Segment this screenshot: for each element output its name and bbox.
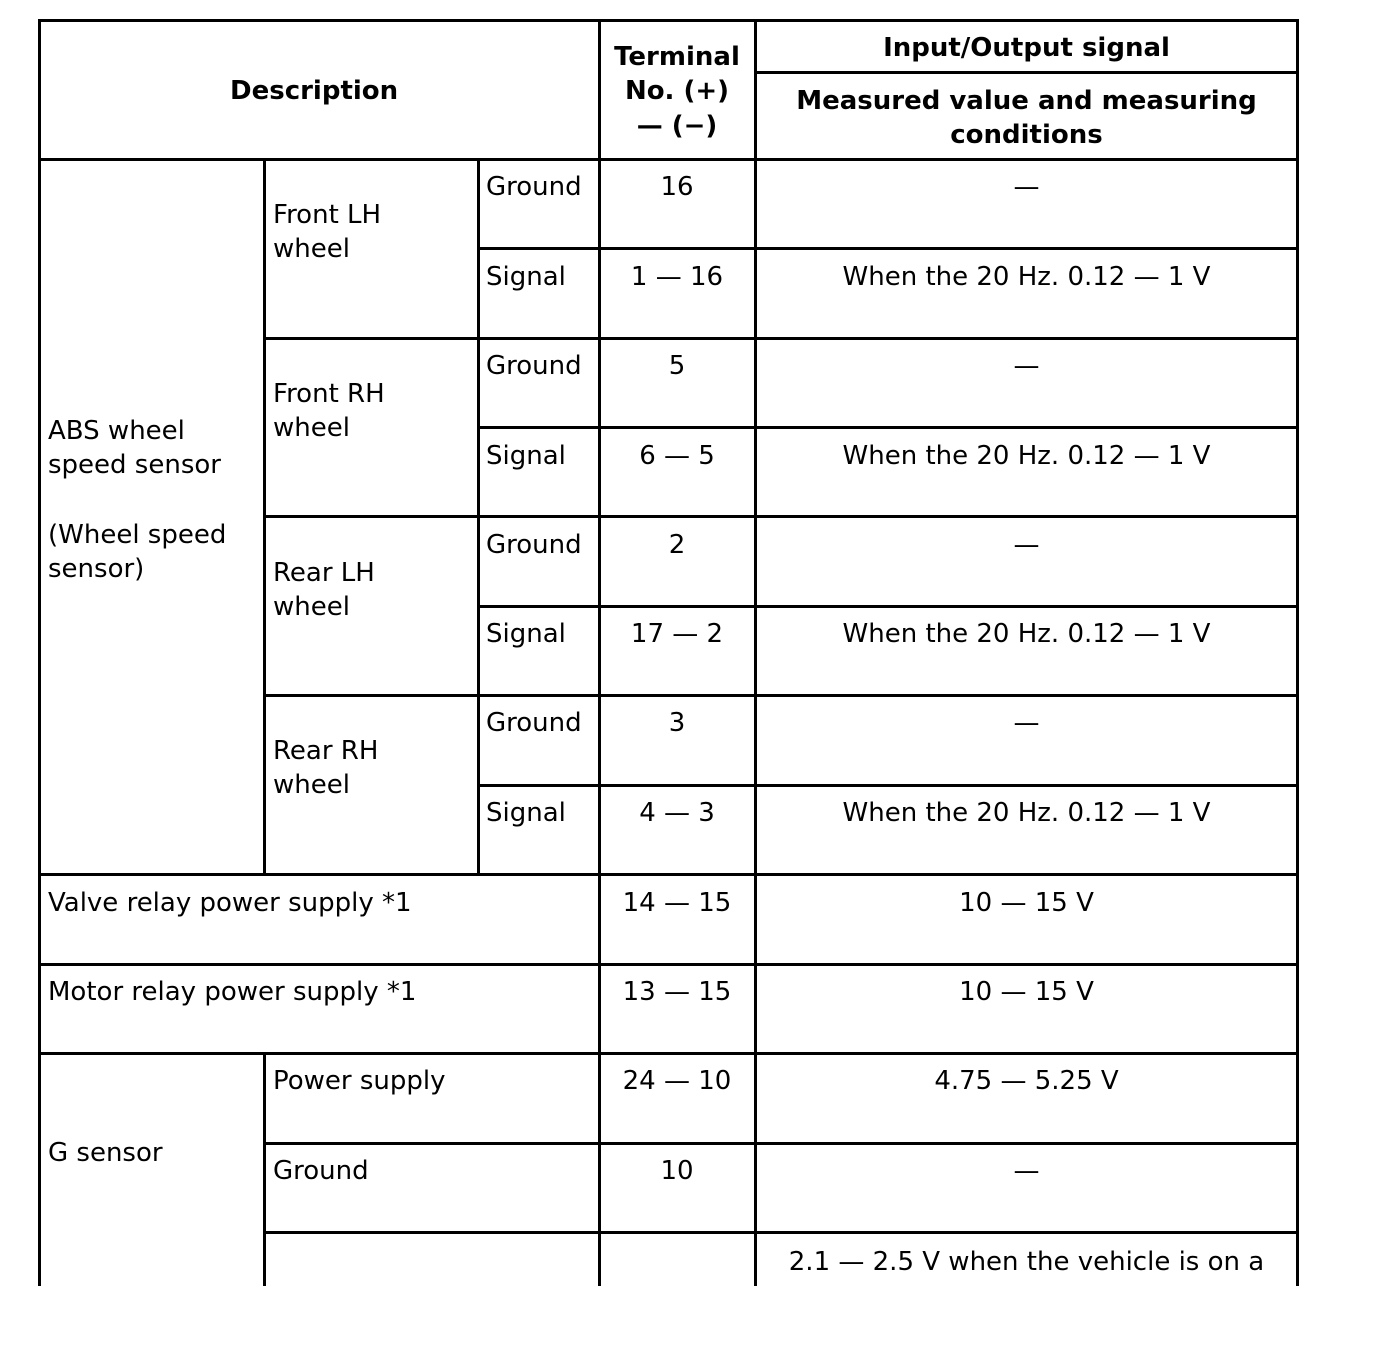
rule [38,158,1299,161]
row-value: 2.1 — 2.5 V when the vehicle is on a [788,1247,1265,1277]
g-sensor-label: G sensor [48,1138,163,1168]
row-terminal: 6 — 5 [639,441,715,471]
row-value: — [1013,351,1040,381]
row-terminal: 10 [660,1156,694,1186]
header-measured-line-2: conditions [950,120,1103,150]
rule [38,1052,1299,1055]
row-type: Ground [273,1156,369,1186]
rule [263,337,1299,340]
rule [38,873,1299,876]
rule [263,1231,1299,1234]
header-terminal-line-2: No. (+) [624,76,730,106]
row-terminal: 4 — 3 [639,798,715,828]
rule [38,963,1299,966]
rule [38,19,41,1286]
row-type: Ground [486,708,582,738]
relay-terminal: 13 — 15 [622,977,732,1007]
row-value: When the 20 Hz. 0.12 — 1 V [842,262,1211,292]
wheel-name-front-lh-1: Front LH [273,200,382,230]
abs-alt-label-line-2: sensor) [48,554,145,584]
rule [263,1142,1299,1145]
wheel-name-front-lh-2: wheel [273,234,350,264]
row-type: Signal [486,619,566,649]
row-terminal: 16 [660,172,694,202]
relay-description: Motor relay power supply *1 [48,977,417,1007]
row-value: When the 20 Hz. 0.12 — 1 V [842,441,1211,471]
wheel-name-rear-lh-1: Rear LH [273,558,375,588]
row-type: Power supply [273,1066,446,1096]
relay-description: Valve relay power supply *1 [48,888,412,918]
row-value: — [1013,172,1040,202]
wheel-name-rear-rh-2: wheel [273,770,350,800]
rule [263,694,1299,697]
header-description: Description [230,76,399,106]
abs-alt-label-line-1: (Wheel speed [48,520,227,550]
wheel-name-front-rh-2: wheel [273,413,350,443]
row-terminal: 3 [668,708,686,738]
row-type: Signal [486,441,566,471]
row-terminal: 17 — 2 [630,619,724,649]
rule [477,158,480,875]
row-value: — [1013,708,1040,738]
row-terminal: 24 — 10 [622,1066,732,1096]
header-terminal-line-3: — (−) [636,111,718,141]
row-value: When the 20 Hz. 0.12 — 1 V [842,798,1211,828]
rule [263,515,1299,518]
header-measured-line-1: Measured value and measuring [796,86,1257,116]
row-value: 4.75 — 5.25 V [934,1066,1119,1096]
rule [1296,19,1299,1286]
row-value: — [1013,1156,1040,1186]
header-io-signal: Input/Output signal [883,33,1170,63]
row-terminal: 2 [668,530,686,560]
rule [263,158,266,875]
wheel-name-front-rh-1: Front RH [273,379,385,409]
relay-terminal: 14 — 15 [622,888,732,918]
row-type: Signal [486,262,566,292]
row-type: Signal [486,798,566,828]
abs-label-line-2: speed sensor [48,450,221,480]
row-terminal: 5 [668,351,686,381]
abs-label-line-1: ABS wheel [48,416,185,446]
row-value: When the 20 Hz. 0.12 — 1 V [842,619,1211,649]
wheel-name-rear-rh-1: Rear RH [273,736,379,766]
row-value: — [1013,530,1040,560]
row-type: Ground [486,530,582,560]
rule [755,71,1299,74]
relay-value: 10 — 15 V [959,977,1094,1007]
rule [263,1052,266,1286]
relay-value: 10 — 15 V [959,888,1094,918]
row-terminal: 1 — 16 [630,262,724,292]
rule [38,19,1299,22]
row-type: Ground [486,351,582,381]
header-terminal-line-1: Terminal [614,42,740,72]
row-type: Ground [486,172,582,202]
wheel-name-rear-lh-2: wheel [273,592,350,622]
